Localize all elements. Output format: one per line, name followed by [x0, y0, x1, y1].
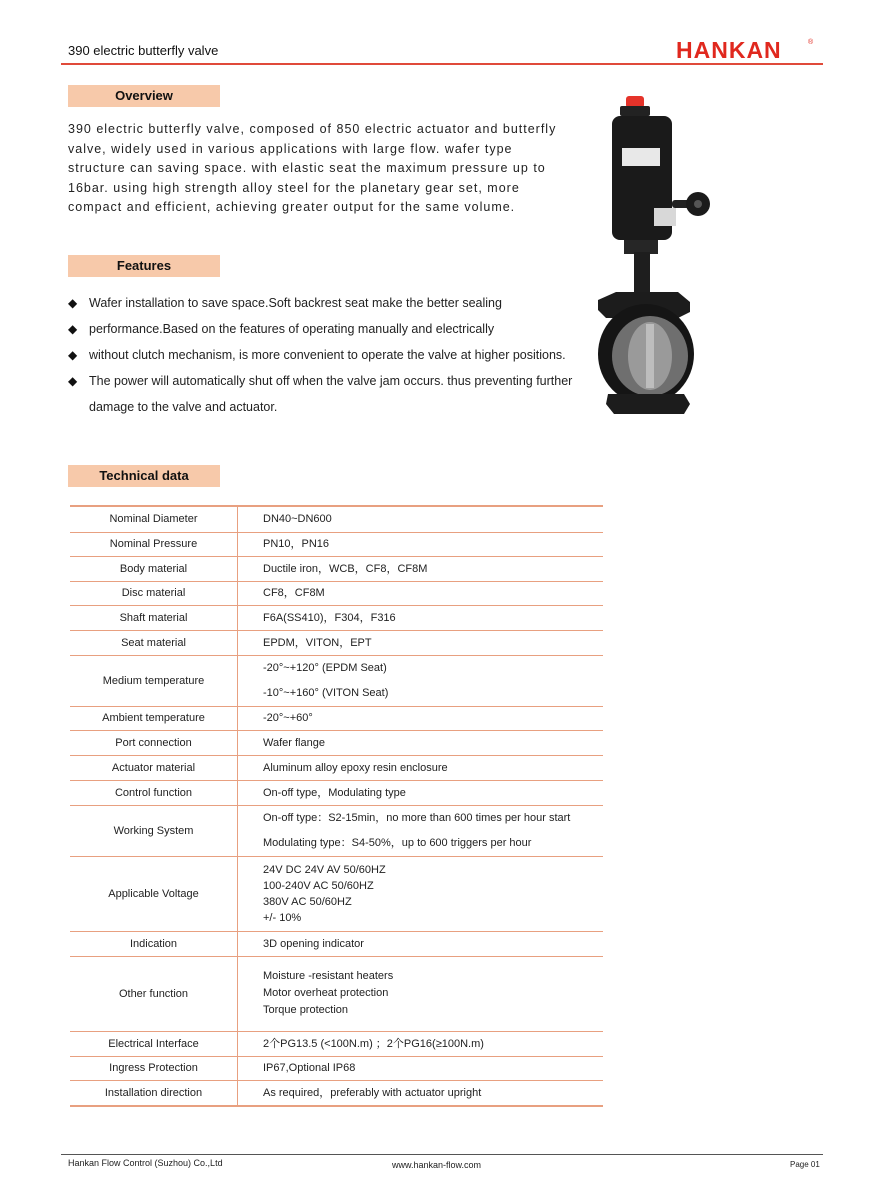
table-row — [70, 1056, 603, 1080]
table-row — [70, 581, 603, 605]
value-line: PN10，PN16 — [263, 538, 330, 550]
feature-text: The power will automatically shut off when the valve jam occurs. thus preventing further damage to the valve and actuator. — [89, 374, 573, 414]
table-row — [70, 1080, 603, 1106]
row-value — [238, 755, 604, 780]
value-line: Torque protection — [263, 1004, 348, 1016]
value-line: Modulating type：S4-50%，up to 600 triggers per hour — [263, 836, 532, 849]
value-line: -20°~+60° — [263, 712, 313, 724]
table-row — [70, 532, 603, 556]
value-line: CF8，CF8M — [263, 587, 325, 599]
row-value — [238, 532, 604, 556]
value-line: 24V DC 24V AV 50/60HZ — [263, 863, 386, 876]
header-rule — [61, 63, 823, 65]
table-row — [70, 730, 603, 755]
footer-website: www.hankan-flow.com — [392, 1160, 482, 1170]
row-value — [238, 556, 604, 581]
row-label: Disc material — [70, 581, 238, 605]
overview-heading: Overview — [68, 85, 220, 107]
row-value — [238, 630, 604, 655]
svg-text:®: ® — [808, 39, 814, 46]
table-row — [70, 655, 603, 706]
diamond-bullet-icon: ◆ — [68, 348, 78, 362]
feature-text: without clutch mechanism, is more convenient to operate the valve at higher positions. — [89, 348, 566, 362]
diamond-bullet-icon: ◆ — [68, 322, 78, 336]
table-row — [70, 856, 603, 931]
row-value — [238, 805, 604, 856]
value-line: -10°~+160° (VITON Seat) — [263, 686, 389, 699]
feature-item — [68, 316, 578, 342]
row-label: Shaft material — [70, 605, 238, 630]
value-line: Ductile iron，WCB，CF8，CF8M — [263, 562, 428, 575]
table-row — [70, 506, 603, 532]
svg-text:HANKAN: HANKAN — [676, 37, 782, 63]
technical-data-table — [70, 505, 603, 1107]
row-label: Other function — [70, 956, 238, 1031]
row-label: Nominal Diameter — [70, 506, 238, 532]
value-line: On-off type：S2-15min，no more than 600 times per hour start — [263, 811, 571, 824]
feature-item — [68, 368, 578, 420]
row-value — [238, 581, 604, 605]
row-value — [238, 1031, 604, 1056]
technical-data-heading: Technical data — [68, 465, 220, 487]
value-line: DN40~DN600 — [263, 513, 332, 526]
feature-text: performance.Based on the features of operating manually and electrically — [89, 322, 495, 336]
row-label: Seat material — [70, 630, 238, 655]
feature-text: Wafer installation to save space.Soft backrest seat make the better sealing — [89, 296, 502, 310]
feature-list — [68, 290, 578, 420]
feature-item — [68, 290, 578, 316]
diamond-bullet-icon: ◆ — [68, 374, 78, 388]
row-label: Electrical Interface — [70, 1031, 238, 1056]
value-line: +/- 10% — [263, 911, 302, 924]
table-row — [70, 931, 603, 956]
features-heading: Features — [68, 255, 220, 277]
value-line: Aluminum alloy epoxy resin enclosure — [263, 761, 448, 774]
value-line: IP67,Optional IP68 — [263, 1062, 356, 1074]
row-value — [238, 706, 604, 730]
feature-item — [68, 342, 578, 368]
row-value — [238, 1056, 604, 1080]
value-line: Moisture -resistant heaters — [263, 970, 394, 982]
footer-company: Hankan Flow Control (Suzhou) Co.,Ltd — [68, 1158, 223, 1168]
row-value — [238, 1080, 604, 1106]
value-line: -20°~+120° (EPDM Seat) — [263, 661, 387, 674]
row-value — [238, 730, 604, 755]
table-row — [70, 630, 603, 655]
table-row — [70, 1031, 603, 1056]
row-value — [238, 856, 604, 931]
overview-text: 390 electric butterfly valve, composed of 850 electric actuator and butterfly valve, widely used in various applications with large flow. wafer type structure can saving space. with elastic seat the maximum pressure up to 16bar. using high strength alloy steel for the planetary gear set, more compact and efficient, achieving greater output for the same volume. — [68, 122, 557, 214]
value-line: Wafer flange — [263, 736, 325, 749]
value-line: On-off type，Modulating type — [263, 786, 406, 799]
table-row — [70, 556, 603, 581]
row-label: Body material — [70, 556, 238, 581]
diamond-bullet-icon: ◆ — [68, 296, 78, 310]
row-label: Ambient temperature — [70, 706, 238, 730]
table-row — [70, 605, 603, 630]
value-line: 380V AC 50/60HZ — [263, 895, 352, 908]
row-value — [238, 605, 604, 630]
row-value — [238, 506, 604, 532]
document-title: 390 electric butterfly valve — [68, 43, 219, 58]
table-row — [70, 780, 603, 805]
row-label: Control function — [70, 780, 238, 805]
row-label: Ingress Protection — [70, 1056, 238, 1080]
footer-page-number: Page 01 — [790, 1160, 820, 1169]
row-label: Nominal Pressure — [70, 532, 238, 556]
row-label: Medium temperature — [70, 655, 238, 706]
hankan-logo — [676, 36, 816, 66]
row-label: Applicable Voltage — [70, 856, 238, 931]
value-line: EPDM，VITON，EPT — [263, 636, 372, 649]
row-label: Installation direction — [70, 1080, 238, 1106]
row-value — [238, 956, 604, 1031]
value-line: 2个PG13.5 (<100N.m) ；2个PG16(≥100N.m) — [263, 1037, 484, 1050]
value-line: 3D opening indicator — [263, 937, 364, 950]
row-label: Actuator material — [70, 755, 238, 780]
table-row — [70, 956, 603, 1031]
value-line: F6A(SS410)，F304，F316 — [263, 611, 396, 624]
row-value — [238, 655, 604, 706]
row-label: Port connection — [70, 730, 238, 755]
butterfly-valve-product-image — [598, 92, 710, 428]
row-label: Indication — [70, 931, 238, 956]
footer-rule — [61, 1154, 823, 1155]
row-label: Working System — [70, 805, 238, 856]
row-value — [238, 780, 604, 805]
row-value — [238, 931, 604, 956]
value-line: As required，preferably with actuator upright — [263, 1086, 482, 1099]
table-row — [70, 805, 603, 856]
value-line: Motor overheat protection — [263, 987, 389, 999]
table-row — [70, 706, 603, 730]
value-line: 100-240V AC 50/60HZ — [263, 879, 374, 892]
table-row — [70, 755, 603, 780]
